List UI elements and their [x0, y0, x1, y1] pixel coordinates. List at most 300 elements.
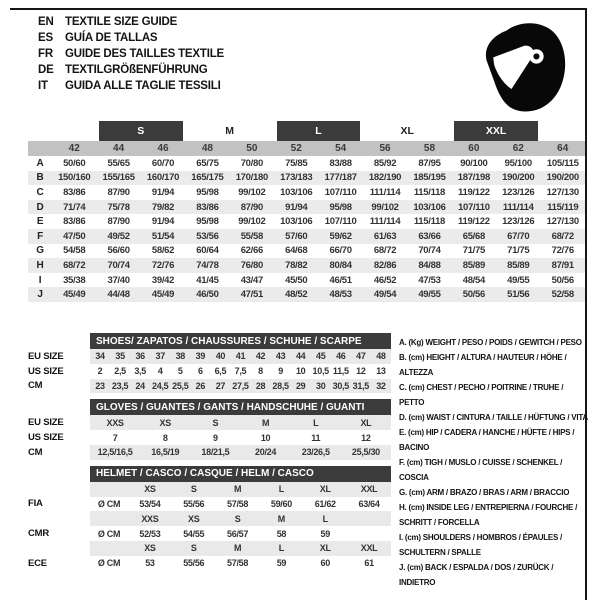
section-data-row [28, 379, 391, 394]
measure-value: 103/106 [407, 200, 451, 215]
diameter-label: Ø CM [97, 498, 121, 509]
measure-value: 72/76 [551, 245, 574, 257]
legend-item-G: G. (cm) ARM / BRAZO / BRAS / ARM / BRACCIO [399, 488, 570, 497]
legend-item-C: C. (cm) CHEST / PECHO / POITRINE / TRUHE / PETTO [399, 383, 564, 407]
measure-value: 45/50 [285, 274, 308, 286]
legend-item-J: J. (cm) BACK / ESPALDA / DOS / ZURÜCK / INDIETRO [399, 563, 554, 587]
textile-size-table [28, 121, 585, 302]
top-border-line [10, 8, 587, 10]
helmet-values-row-FIA [28, 497, 391, 512]
value-cell: 5 [177, 366, 183, 377]
value-cell: 24,5 [150, 379, 170, 394]
measurement-legend [399, 335, 589, 590]
measure-value: 63/66 [407, 229, 451, 244]
shoes-size-table [28, 333, 391, 393]
measure-value: 155/165 [96, 171, 140, 186]
measure-value: 49/54 [363, 287, 407, 302]
value-cell: 13 [376, 366, 386, 377]
measure-value: 83/88 [329, 157, 352, 169]
measure-value: 107/110 [324, 186, 357, 198]
value-cell: 8 [258, 366, 263, 377]
value-cell: XS [140, 415, 190, 430]
row-label: CM [28, 380, 43, 392]
measure-value: 185/195 [407, 171, 451, 186]
measure-value: 187/198 [452, 171, 496, 186]
size-group-label: XXL [452, 121, 541, 141]
helmet-value: 59 [320, 528, 330, 539]
value-cell: 28 [251, 379, 271, 394]
measure-value: 95/100 [504, 157, 532, 169]
value-cell: 6,5 [214, 366, 227, 377]
helmet-size-label: XXL [347, 482, 391, 497]
page-title-it: GUIDA ALLE TAGLIE TESSILI [65, 80, 221, 92]
measure-value: 107/110 [452, 200, 496, 215]
row-label: EU SIZE [28, 417, 64, 429]
measure-row-G [28, 244, 585, 259]
value-cell: 35 [110, 349, 130, 364]
value-cell: 10,5 [312, 366, 329, 377]
helmet-value: 55/56 [183, 498, 205, 509]
measure-value: 55/65 [107, 157, 130, 169]
measure-value: 53/56 [185, 229, 229, 244]
accessory-tables [28, 333, 391, 577]
helmet-size-label: S [172, 482, 216, 497]
spacer-cell [90, 482, 128, 497]
spacer-cell [28, 511, 90, 526]
measure-value: 105/115 [546, 157, 579, 169]
size-number: 52 [274, 141, 318, 156]
helmet-size-label: XS [128, 541, 172, 556]
measure-value: 119/122 [458, 186, 490, 198]
value-cell: 38 [170, 349, 190, 364]
value-cell: 25,5/30 [341, 445, 391, 460]
measure-value: 37/40 [107, 274, 130, 286]
value-cell: 48 [371, 349, 391, 364]
measure-value: 47/51 [230, 287, 274, 302]
helmet-size-label: XL [303, 541, 347, 556]
measure-value: 45/49 [52, 287, 96, 302]
measure-value: 50/56 [452, 287, 496, 302]
measure-row-F [28, 229, 585, 244]
measure-value: 72/76 [141, 258, 185, 273]
measure-value: 160/170 [141, 171, 185, 186]
measure-value: 85/89 [452, 258, 496, 273]
page-title-fr: GUIDE DES TAILLES TEXTILE [65, 48, 224, 60]
spacer-cell [28, 121, 96, 141]
helmet-size-label: S [172, 541, 216, 556]
row-label: US SIZE [28, 432, 64, 444]
value-cell: 8 [162, 432, 168, 443]
helmet-value: 59 [276, 558, 287, 569]
legend-item-E: E. (cm) HIP / CADERA / HANCHE / HÜFTE / HIPS / BACINO [399, 428, 575, 452]
section-header-row [28, 399, 391, 415]
measure-value: 177/187 [318, 171, 362, 186]
helmet-sizes-row-CMR [28, 511, 391, 526]
helmet-value: 63/64 [358, 498, 380, 509]
measure-value: 115/119 [540, 200, 585, 215]
size-number: 56 [363, 141, 407, 156]
value-cell: 44 [291, 349, 311, 364]
measure-value: 87/90 [107, 216, 130, 228]
legend-item-B: B. (cm) HEIGHT / ALTURA / HAUTEUR / HÖHE / ALTEZZA [399, 353, 567, 377]
value-cell: 18/21,5 [190, 445, 240, 460]
measure-value: 39/42 [151, 274, 175, 286]
measure-value: 95/98 [196, 186, 219, 198]
section-data-row [28, 364, 391, 379]
helmet-sizes-row-ECE [28, 541, 391, 556]
measure-value: 48/54 [462, 274, 485, 286]
measure-value: 47/50 [52, 229, 96, 244]
size-number: 62 [496, 141, 540, 156]
measure-value: 50/60 [63, 157, 86, 169]
measure-value: 87/90 [230, 200, 274, 215]
measure-value: 56/60 [107, 245, 130, 257]
value-cell: 28,5 [271, 379, 291, 394]
measure-row-C [28, 185, 585, 200]
diameter-label: Ø CM [97, 528, 121, 539]
size-number: 46 [141, 141, 185, 156]
size-group-label: XL [400, 125, 414, 137]
value-cell: 23 [90, 379, 110, 394]
measure-value: 48/53 [318, 287, 362, 302]
measure-value: 51/54 [141, 229, 185, 244]
measure-value: 182/190 [363, 171, 407, 186]
helmet-size-label: L [303, 511, 347, 526]
value-cell: 6 [197, 366, 203, 377]
spacer-cell [28, 333, 90, 349]
size-number: 58 [407, 141, 451, 156]
value-cell: 4 [157, 366, 163, 377]
value-cell: 10 [260, 432, 271, 443]
spacer-cell [90, 511, 128, 526]
measure-value: 123/126 [502, 186, 535, 198]
value-cell: 31,5 [351, 379, 371, 394]
value-cell: 11,5 [332, 366, 349, 377]
measure-value: 64/68 [285, 245, 308, 257]
value-cell: 26 [190, 379, 210, 394]
value-cell: 41 [230, 349, 250, 364]
value-cell: 12 [356, 366, 366, 377]
measure-value: 127/130 [546, 216, 579, 228]
measure-value: 49/55 [407, 287, 451, 302]
section-header-row [28, 466, 391, 482]
measure-value: 103/106 [280, 216, 313, 228]
helmet-value [347, 526, 391, 541]
measure-value: 45/49 [141, 287, 185, 302]
measure-value: 50/56 [551, 274, 574, 286]
spacer-cell [28, 466, 90, 482]
value-cell: 12,5/16,5 [90, 445, 140, 460]
measure-value: 46/50 [185, 287, 229, 302]
value-cell: 27,5 [230, 379, 250, 394]
value-cell: 43 [271, 349, 291, 364]
size-group-label: S [96, 121, 185, 141]
lang-row-de [38, 62, 224, 78]
row-letter: F [28, 229, 52, 244]
measure-value: 95/98 [318, 200, 362, 215]
section-title: SHOES/ ZAPATOS / CHAUSSURES / SCHUHE / SCARPE [90, 333, 391, 349]
value-cell: L [291, 415, 341, 430]
measure-value: 68/72 [52, 258, 96, 273]
value-cell: 2 [97, 366, 103, 377]
measure-value: 85/92 [373, 157, 397, 169]
helmet-size-label: XXS [128, 511, 172, 526]
measure-value: 46/51 [329, 274, 352, 286]
measure-row-B [28, 171, 585, 186]
row-label: EU SIZE [28, 350, 64, 362]
helmet-value: 52/53 [139, 528, 161, 539]
page-title-es: GUÍA DE TALLAS [65, 32, 158, 44]
gloves-size-table [28, 399, 391, 459]
helmet-value: 59/60 [270, 498, 292, 509]
page-title-de: TEXTILGRÖßENFÜHRUNG [65, 64, 208, 76]
measure-value: 66/70 [329, 245, 352, 257]
measure-value: 83/86 [63, 186, 86, 198]
size-number: 42 [52, 141, 96, 156]
value-cell: XXS [90, 415, 140, 430]
lang-row-fr [38, 46, 224, 62]
value-cell: 12 [361, 432, 371, 443]
measure-value: 55/58 [230, 229, 274, 244]
lang-code: FR [38, 48, 53, 60]
value-cell: 42 [251, 349, 271, 364]
measure-value: 46/52 [373, 274, 397, 286]
measure-value: 57/60 [274, 229, 318, 244]
legend-item-F: F. (cm) TIGH / MUSLO / CUISSE / SCHENKEL / COSCIA [399, 458, 563, 482]
measure-value: 65/75 [196, 157, 219, 169]
helmet-value: 57/58 [227, 498, 249, 509]
size-number: 44 [96, 141, 140, 156]
legend-item-A: A. (Kg) WEIGHT / PESO / POIDS / GEWITCH / PESO [399, 338, 582, 347]
helmet-size-label: XS [172, 511, 216, 526]
measure-value: 48/52 [274, 287, 318, 302]
section-header-row [28, 333, 391, 349]
measure-value: 67/70 [496, 229, 540, 244]
measure-value: 70/74 [418, 245, 441, 257]
value-cell: 45 [311, 349, 331, 364]
measure-value: 41/45 [196, 274, 219, 286]
measure-value: 115/118 [413, 186, 446, 198]
measure-value: 83/86 [63, 216, 86, 228]
value-cell: 20/24 [240, 445, 290, 460]
helmet-values-row-CMR [28, 526, 391, 541]
measure-value: 60/70 [151, 157, 175, 169]
legend-item-D: D. (cm) WAIST / CINTURA / TAILLE / HÜFTUNG / VITA [399, 413, 588, 422]
helmet-value: 53/54 [139, 498, 161, 509]
section-data-row [28, 445, 391, 460]
measure-value: 190/200 [496, 171, 540, 186]
row-letter: G [36, 245, 44, 257]
measure-value: 119/122 [458, 216, 490, 228]
measure-value: 62/66 [240, 245, 263, 257]
size-number-row [28, 141, 585, 156]
helmet-value: 60 [320, 558, 330, 569]
measure-row-E [28, 214, 585, 229]
helmet-sizes-row-FIA [28, 482, 391, 497]
size-number: 60 [452, 141, 496, 156]
measure-value: 70/74 [96, 258, 140, 273]
helmet-size-label: M [259, 511, 303, 526]
measure-row-I [28, 273, 585, 288]
measure-value: 75/85 [285, 157, 308, 169]
measure-value: 99/102 [238, 186, 266, 198]
measure-value: 80/84 [318, 258, 362, 273]
value-cell: 9 [278, 366, 283, 377]
value-cell: 16,5/19 [140, 445, 190, 460]
measure-value: 82/86 [363, 258, 407, 273]
helmet-value: 55/56 [183, 558, 205, 569]
value-cell: 23,5 [110, 379, 130, 394]
row-letter: B [28, 171, 52, 186]
row-label: US SIZE [28, 365, 64, 377]
measure-value: 87/91 [540, 258, 585, 273]
spacer-cell [90, 541, 128, 556]
helmet-size-label: L [259, 482, 303, 497]
lang-row-es [38, 30, 224, 46]
measure-value: 76/80 [230, 258, 274, 273]
measure-value: 95/98 [196, 216, 219, 228]
value-cell: 39 [190, 349, 210, 364]
measure-value: 123/126 [502, 216, 535, 228]
value-cell: 29 [291, 379, 311, 394]
spacer-cell [540, 121, 585, 141]
measure-row-D [28, 200, 585, 215]
value-cell: 27 [210, 379, 230, 394]
lang-row-en [38, 14, 224, 30]
measure-value: 99/102 [238, 216, 266, 228]
size-group-row [28, 121, 585, 141]
section-title: HELMET / CASCO / CASQUE / HELM / CASCO [90, 466, 391, 482]
helmet-size-label: S [216, 511, 260, 526]
legend-item-H: H. (cm) INSIDE LEG / ENTREPIERNA / FOURCHE / SCHRITT / FORCELLA [399, 503, 578, 527]
helmet-size-label: XS [128, 482, 172, 497]
spacer-cell [28, 482, 90, 497]
helmet-value: 57/58 [227, 558, 249, 569]
measure-value: 68/72 [540, 229, 585, 244]
measure-value: 43/47 [240, 274, 263, 286]
measure-value: 52/58 [540, 287, 585, 302]
row-letter: E [36, 216, 44, 228]
certification-label: FIA [28, 498, 43, 510]
lang-row-it [38, 78, 224, 94]
value-cell: 11 [311, 432, 321, 443]
row-letter: H [28, 258, 52, 273]
measure-value: 111/114 [369, 186, 401, 198]
measure-value: 79/82 [141, 200, 185, 215]
measure-value: 107/110 [324, 216, 357, 228]
helmet-value: 56/57 [227, 528, 249, 539]
measure-value: 150/160 [52, 171, 96, 186]
helmet-icon [472, 18, 574, 114]
spacer-cell [28, 399, 90, 415]
value-cell: 24 [130, 379, 150, 394]
helmet-value: 53 [145, 558, 155, 569]
measure-value: 47/53 [418, 274, 441, 286]
value-cell: 2,5 [114, 366, 126, 377]
measure-value: 87/90 [107, 186, 130, 198]
value-cell: 36 [130, 349, 150, 364]
lang-code: EN [38, 16, 54, 28]
measure-value: 115/118 [413, 216, 446, 228]
measure-value: 49/52 [96, 229, 140, 244]
size-number: 64 [540, 141, 585, 156]
value-cell: 10 [295, 366, 306, 377]
measure-value: 54/58 [63, 245, 86, 257]
value-cell: 7,5 [234, 366, 247, 377]
value-cell: 40 [210, 349, 230, 364]
size-group-label: M [225, 125, 234, 137]
value-cell: 47 [351, 349, 371, 364]
measure-row-J [28, 287, 585, 302]
measure-value: 90/100 [460, 157, 488, 169]
measure-value: 68/72 [373, 245, 397, 257]
measure-value: 103/106 [280, 186, 313, 198]
value-cell: 9 [213, 432, 218, 443]
measure-value: 60/64 [196, 245, 219, 257]
measure-row-A [28, 156, 585, 171]
lang-code: IT [38, 80, 48, 92]
value-cell: 7 [112, 432, 118, 443]
measure-value: 35/38 [63, 274, 86, 286]
helmet-value: 61/62 [314, 498, 336, 509]
measure-value: 59/62 [318, 229, 362, 244]
helmet-values-row-ECE [28, 556, 391, 571]
measure-value: 111/114 [369, 216, 401, 228]
measure-value: 91/94 [151, 216, 175, 228]
measure-value: 91/94 [151, 186, 175, 198]
helmet-size-table [28, 466, 391, 571]
certification-label: CMR [28, 528, 50, 540]
helmet-size-label: M [216, 482, 260, 497]
measure-value: 75/78 [96, 200, 140, 215]
row-letter: C [36, 186, 44, 198]
value-cell: 3,5 [134, 366, 146, 377]
measure-value: 71/74 [52, 200, 96, 215]
measure-value: 51/56 [496, 287, 540, 302]
measure-value: 83/86 [185, 200, 229, 215]
size-group-label: L [274, 121, 363, 141]
helmet-size-label: L [259, 541, 303, 556]
section-title: GLOVES / GUANTES / GANTS / HANDSCHUHE / GUANTI [90, 399, 391, 415]
measure-value: 44/48 [96, 287, 140, 302]
lang-code: DE [38, 64, 54, 76]
value-cell: M [240, 415, 290, 430]
value-cell: 25,5 [170, 379, 190, 394]
spacer-cell [28, 141, 52, 156]
measure-value: 127/130 [546, 186, 579, 198]
diameter-label: Ø CM [97, 558, 121, 569]
row-letter: I [38, 274, 42, 286]
measure-value: 71/75 [462, 245, 485, 257]
measure-value: 78/82 [274, 258, 318, 273]
helmet-value: 61 [364, 558, 374, 569]
value-cell: 34 [90, 349, 110, 364]
measure-value: 165/175 [185, 171, 229, 186]
measure-value: 99/102 [363, 200, 407, 215]
value-cell: 23/26,5 [291, 445, 341, 460]
measure-value: 85/89 [496, 258, 540, 273]
measure-value: 170/180 [230, 171, 274, 186]
value-cell: 37 [150, 349, 170, 364]
section-data-row [28, 415, 391, 430]
section-data-row [28, 349, 391, 364]
helmet-value: 54/55 [183, 528, 205, 539]
lang-code: ES [38, 32, 53, 44]
measure-value: 65/68 [452, 229, 496, 244]
size-number: 54 [318, 141, 362, 156]
certification-label: ECE [28, 557, 47, 569]
helmet-size-label: XXL [347, 541, 391, 556]
